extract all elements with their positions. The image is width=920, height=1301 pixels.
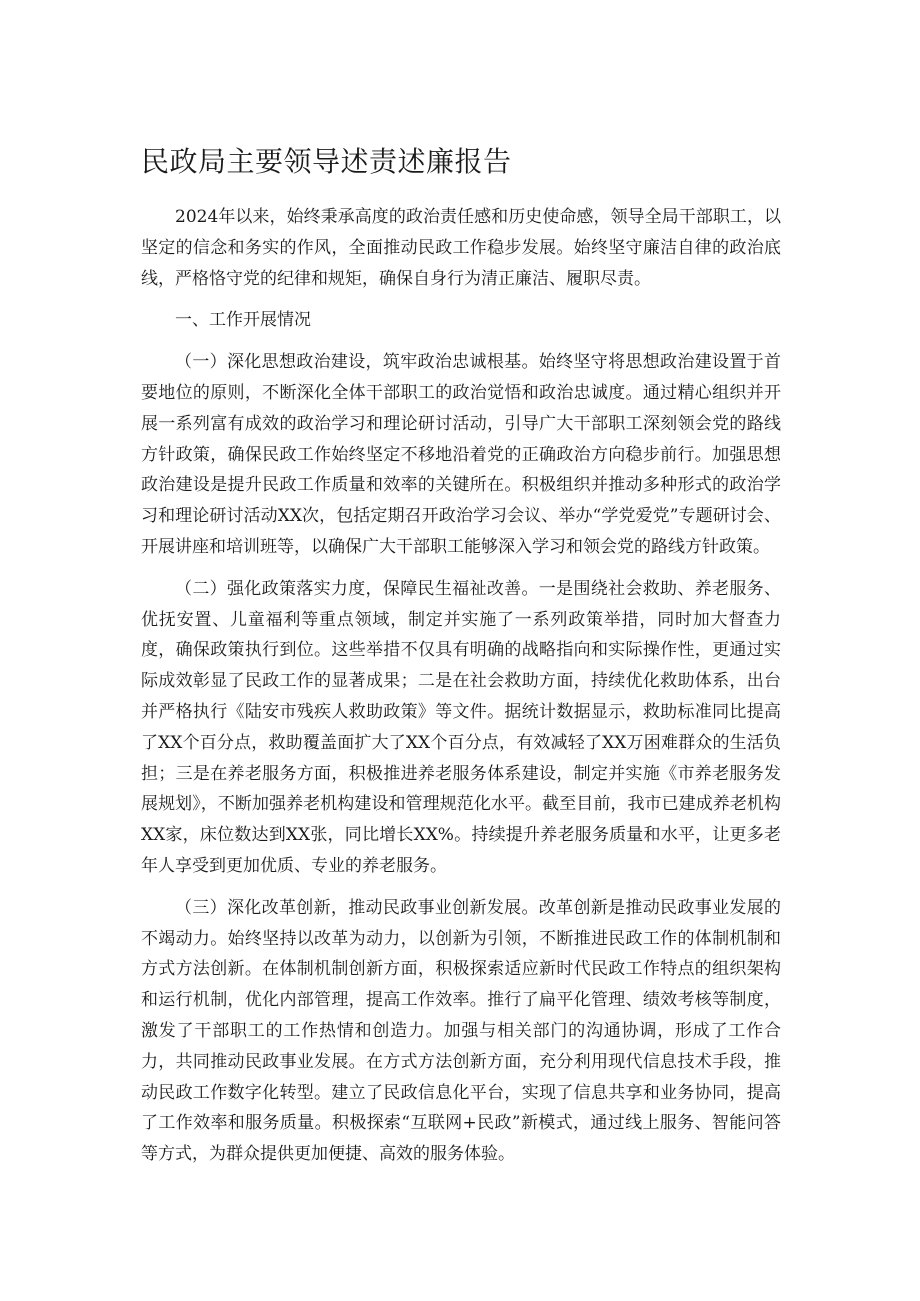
intro-paragraph: 2024年以来，始终秉承高度的政治责任感和历史使命感，领导全局干部职工，以坚定的信念和务实的作风，全面推动民政工作稳步发展。始终坚守廉洁自律的政治底线，严格恪守党的纪律和规矩，确保自身行为清正廉洁、履职尽责。 [141,207,781,289]
document-body [141,202,781,1170]
paragraph-reform-innovation: （三）深化改革创新，推动民政事业创新发展。改革创新是推动民政事业发展的不竭动力。始终坚持以改革为动力，以创新为引领，不断推进民政工作的体制机制和方式方法创新。在体制机制创新方面，积极探索适应新时代民政工作特点的组织架构和运行机制，优化内部管理，提高工作效率。推行了扁平化管理、绩效考核等制度，激发了干部职工的工作热情和创造力。加强与相关部门的沟通协调，形成了工作合力，共同推动民政事业发展。在方式方法创新方面，充分利用现代信息技术手段，推动民政工作数字化转型。建立了民政信息化平台，实现了信息共享和业务协同，提高了工作效率和服务质量。积极探索“互联网+民政”新模式，通过线上服务、智能问答等方式，为群众提供更加便捷、高效的服务体验。 [141,897,781,1165]
paragraph-policy-implementation: （二）强化政策落实力度，保障民生福祉改善。一是围绕社会救助、养老服务、优抚安置、儿童福利等重点领域，制定并实施了一系列政策举措，同时加大督查力度，确保政策执行到位。这些举措不仅具有明确的战略指向和实际操作性，更通过实际成效彰显了民政工作的显著成果；二是在社会救助方面，持续优化救助体系，出台并严格执行《陆安市残疾人救助政策》等文件。据统计数据显示，救助标准同比提高了XX个百分点，救助覆盖面扩大了XX个百分点，有效减轻了XX万困难群众的生活负担；三是在养老服务方面，积极推进养老服务体系建设，制定并实施《市养老服务发展规划》，不断加强养老机构建设和管理规范化水平。截至目前，我市已建成养老机构XX家，床位数达到XX张，同比增长XX%。持续提升养老服务质量和水平，让更多老年人享受到更加优质、专业的养老服务。 [141,578,781,876]
paragraph-political-building: （一）深化思想政治建设，筑牢政治忠诚根基。始终坚守将思想政治建设置于首要地位的原则，不断深化全体干部职工的政治觉悟和政治忠诚度。通过精心组织并开展一系列富有成效的政治学习和理论研讨活动，引导广大干部职工深刻领会党的路线方针政策，确保民政工作始终坚定不移地沿着党的正确政治方向稳步前行。加强思想政治建设是提升民政工作质量和效率的关键所在。积极组织并推动多种形式的政治学习和理论研讨活动XX次，包括定期召开政治学习会议、举办“学党爱党”专题研讨会、开展讲座和培训班等，以确保广大干部职工能够深入学习和领会党的路线方针政策。 [141,352,781,557]
document-title: 民政局主要领导述责述廉报告 [141,145,512,178]
section-heading-work-status: 一、工作开展情况 [175,310,311,331]
